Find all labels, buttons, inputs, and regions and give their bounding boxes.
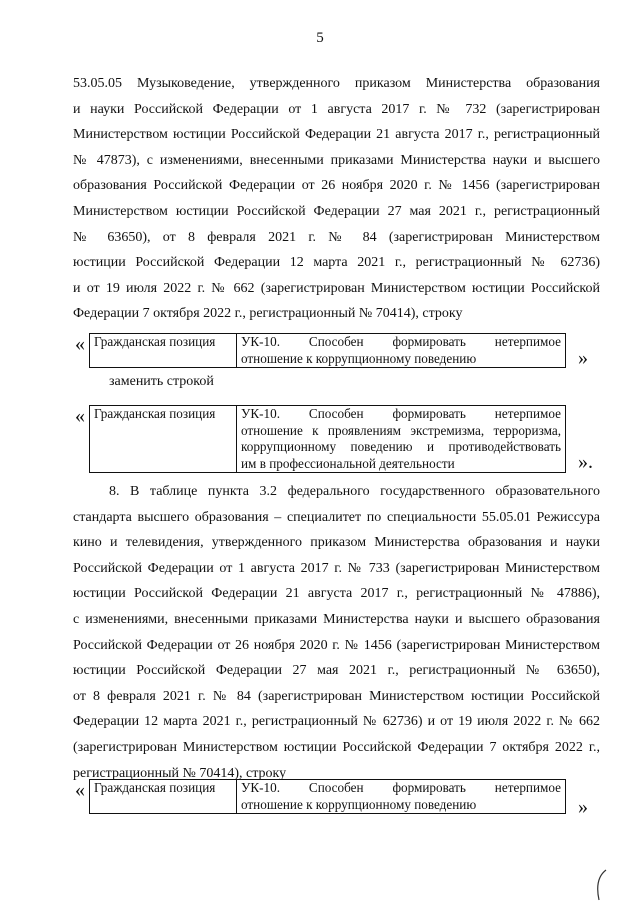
cell-line: УК-10. Способен формировать нетерпимое xyxy=(241,334,561,349)
text-line: юстиции Российской Федерации 12 марта 2021 г., регистрационный № 62736) xyxy=(73,255,600,271)
text-line: юстиции Российской Федерации 27 мая 2021 г., регистрационный № 63650), xyxy=(73,663,600,679)
text-line: Федерации 7 октября 2022 г., регистрационный № 70414), строку xyxy=(73,306,463,322)
cell-line: отношение к коррупционному поведению xyxy=(241,796,477,812)
page-number: 5 xyxy=(316,30,324,46)
text-line: образования Российской Федерации от 26 ноября 2020 г. № 1456 (зарегистрирован xyxy=(73,178,600,194)
text-line: юстиции Российской Федерации 21 августа 2017 г., регистрационный № 47886), xyxy=(73,586,600,602)
table-cell-description xyxy=(237,780,566,814)
text-line: Российской Федерации от 26 ноября 2020 г. № 1456 (зарегистрирован Министерством xyxy=(73,637,600,653)
table-cell-description xyxy=(237,406,566,473)
open-quote: « xyxy=(75,333,85,355)
table-cell-description xyxy=(237,334,566,368)
cell-line: УК-10. Способен формировать нетерпимое xyxy=(241,406,561,421)
text-line: 8. В таблице пункта 3.2 федерального государственного образовательного xyxy=(109,484,600,499)
close-quote: » xyxy=(578,347,588,369)
text-line: с изменениями, внесенными приказами Министерства науки и высшего образования xyxy=(73,611,600,627)
text-line: и науки Российской Федерации от 1 августа 2017 г. № 732 (зарегистрирован xyxy=(73,101,600,117)
text-line: Российской Федерации от 1 августа 2017 г. № 733 (зарегистрирован Министерством xyxy=(73,560,600,576)
text-line: (зарегистрирован Министерством юстиции Российской Федерации 7 октября 2022 г., xyxy=(73,739,600,755)
cell-line: отношение к коррупционному поведению xyxy=(241,350,477,366)
table-row-2 xyxy=(89,405,566,473)
text-line: № 63650), от 8 февраля 2021 г. № 84 (зарегистрирован Министерством xyxy=(73,229,600,245)
table-cell-label: Гражданская позиция xyxy=(90,406,237,473)
paragraph-2 xyxy=(73,479,600,786)
cell-line: коррупционному поведению и противодействовать xyxy=(241,439,561,455)
text-line: Министерством юстиции Российской Федерации 27 мая 2021 г., регистрационный xyxy=(73,203,600,219)
text-line: № 47873), с изменениями, внесенными приказами Министерства науки и высшего xyxy=(73,152,600,168)
text-line: Федерации 12 марта 2021 г., регистрационный № 62736) и от 19 июля 2022 г. № 662 xyxy=(73,714,600,730)
open-quote: « xyxy=(75,405,85,427)
cell-line: УК-10. Способен формировать нетерпимое xyxy=(241,780,561,795)
table-row-3 xyxy=(89,779,566,814)
cell-line: им в профессиональной деятельности xyxy=(241,455,455,471)
text-line: от 8 февраля 2021 г. № 84 (зарегистрирован Министерством юстиции Российской xyxy=(73,688,600,704)
text-line: кино и телевидения, утвержденного приказом Министерства образования и науки xyxy=(73,535,600,551)
table-cell-label: Гражданская позиция xyxy=(90,334,237,368)
text-line: и от 19 июля 2022 г. № 662 (зарегистрирован Министерством юстиции Российской xyxy=(73,280,600,296)
margin-mark-icon xyxy=(594,868,608,902)
table-row-1 xyxy=(89,333,566,368)
text-line: регистрационный № 70414), строку xyxy=(73,765,287,781)
text-line: стандарта высшего образования – специалитет по специальности 55.05.01 Режиссура xyxy=(73,509,600,525)
close-quote: » xyxy=(578,796,588,818)
close-quote: ». xyxy=(578,451,593,473)
text-line: Министерством юстиции Российской Федерации 21 августа 2017 г., регистрационный xyxy=(73,127,600,143)
table-cell-label: Гражданская позиция xyxy=(90,780,237,814)
text-line: 53.05.05 Музыковедение, утвержденного приказом Министерства образования xyxy=(73,76,600,91)
open-quote: « xyxy=(75,779,85,801)
paragraph-1 xyxy=(73,71,600,327)
replace-text: заменить строкой xyxy=(109,374,214,389)
cell-line: отношение к проявлениям экстремизма, терроризма, xyxy=(241,422,561,438)
